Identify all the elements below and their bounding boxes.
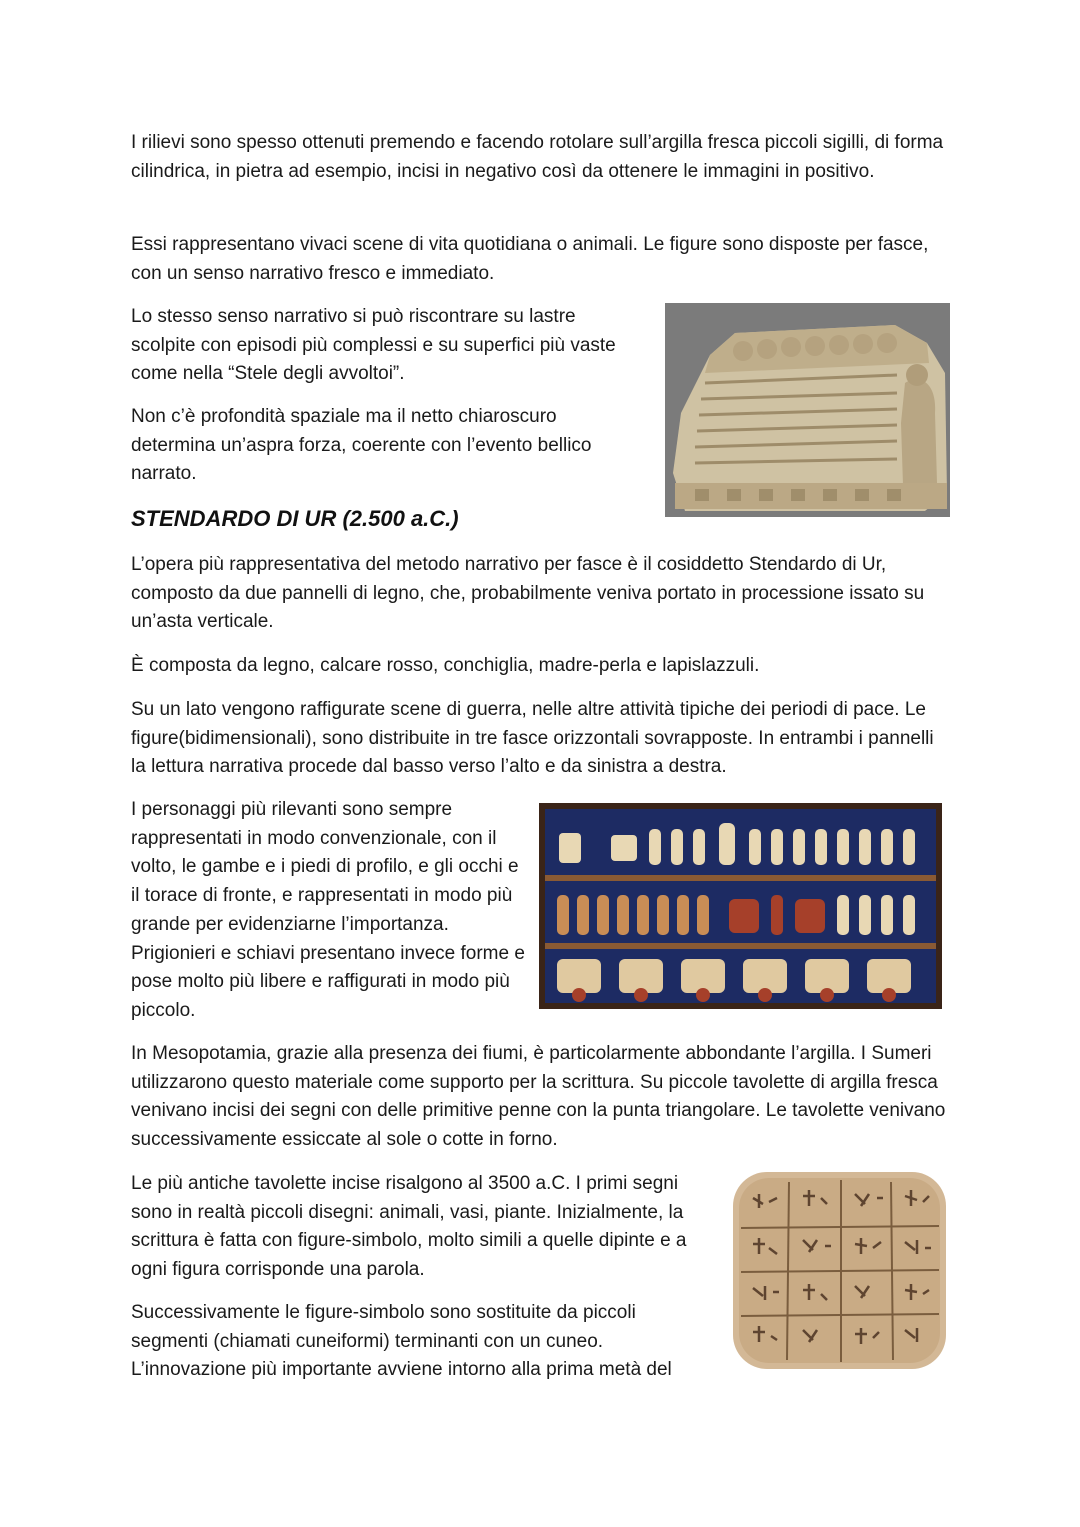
paragraph-cylinder-seals: I rilievi sono spesso ottenuti premendo e facendo rotolare sull’argilla fresca piccoli sigilli, di forma cilindrica, in pietra ad esempio, incisi in negativo così da ottenere le immagini in positivo. [131,132,944,182]
section-heading: STENDARDO DI UR (2.500 a.C.) [131,506,459,531]
paragraph-conventions: I personaggi più rilevanti sono sempre rappresentati in modo convenzionale, con il volto, le gambe e i piedi di profilo, e gli occhi e il torace di fronte, e rappresentati in modo più grande per evidenziarne l’importanza. Prigionieri e schiavi presentano invece forme e pose molto più libere e raffigurati in modo più piccolo. [131,799,525,1021]
stele-relief-image [665,303,950,517]
paragraph-daily-life-scenes: Essi rappresentano vivaci scene di vita quotidiana o animali. Le figure sono disposte per fasce, con un senso narrativo fresco e immediato. [131,234,929,284]
paragraph-ancient-tablets: Le più antiche tavolette incise risalgono al 3500 a.C. I primi segni sono in realtà piccoli disegni: animali, vasi, piante. Inizialmente, la scrittura è fatta con figure-simbolo, molto simili a quelle dipinte e a ogni figura corrisponde una parola. [131,1173,687,1281]
paragraph-chiaroscuro: Non c’è profondità spaziale ma il netto chiaroscuro determina un’aspra forza, coerente con l’evento bellico narrato. [131,406,592,485]
paragraph-cuneiform: Successivamente le figure-simbolo sono sostituite da piccoli segmenti (chiamati cuneiformi) terminanti con un cuneo. L’innovazione più importante avviene intorno alla prima metà del [131,1302,672,1381]
paragraph-stele-vultures: Lo stesso senso narrativo si può riscontrare su lastre scolpite con episodi più complessi e su superfici più vaste come nella “Stele degli avvoltoi”. [131,306,616,385]
paragraph-materials: È composta da legno, calcare rosso, conchiglia, madre-perla e lapislazzuli. [131,655,760,676]
paragraph-war-peace: Su un lato vengono raffigurate scene di guerra, nelle altre attività tipiche dei periodi di pace. Le figure(bidimensionali), sono distribuite in tre fasce orizzontali sovrapposte. In entrambi i pannelli la lettura narrativa procede dal basso verso l’alto e da sinistra a destra. [131,699,934,778]
paragraph-standard-of-ur: L’opera più rappresentativa del metodo narrativo per fasce è il cosiddetto Stendardo di Ur, composto da due pannelli di legno, che, probabilmente veniva portato in processione issato su un’asta verticale. [131,554,925,633]
paragraph-mesopotamia-clay: In Mesopotamia, grazie alla presenza dei fiumi, è particolarmente abbondante l’argilla. I Sumeri utilizzarono questo materiale come supporto per la scrittura. Su piccole tavolette di argilla fresca venivano incisi dei segni con delle primitive penne con la punta triangolare. Le tavolette venivano successivamente essiccate al sole o cotte in forno. [131,1043,946,1151]
cuneiform-tablet-image [729,1168,950,1373]
standard-of-ur-image [539,803,942,1009]
